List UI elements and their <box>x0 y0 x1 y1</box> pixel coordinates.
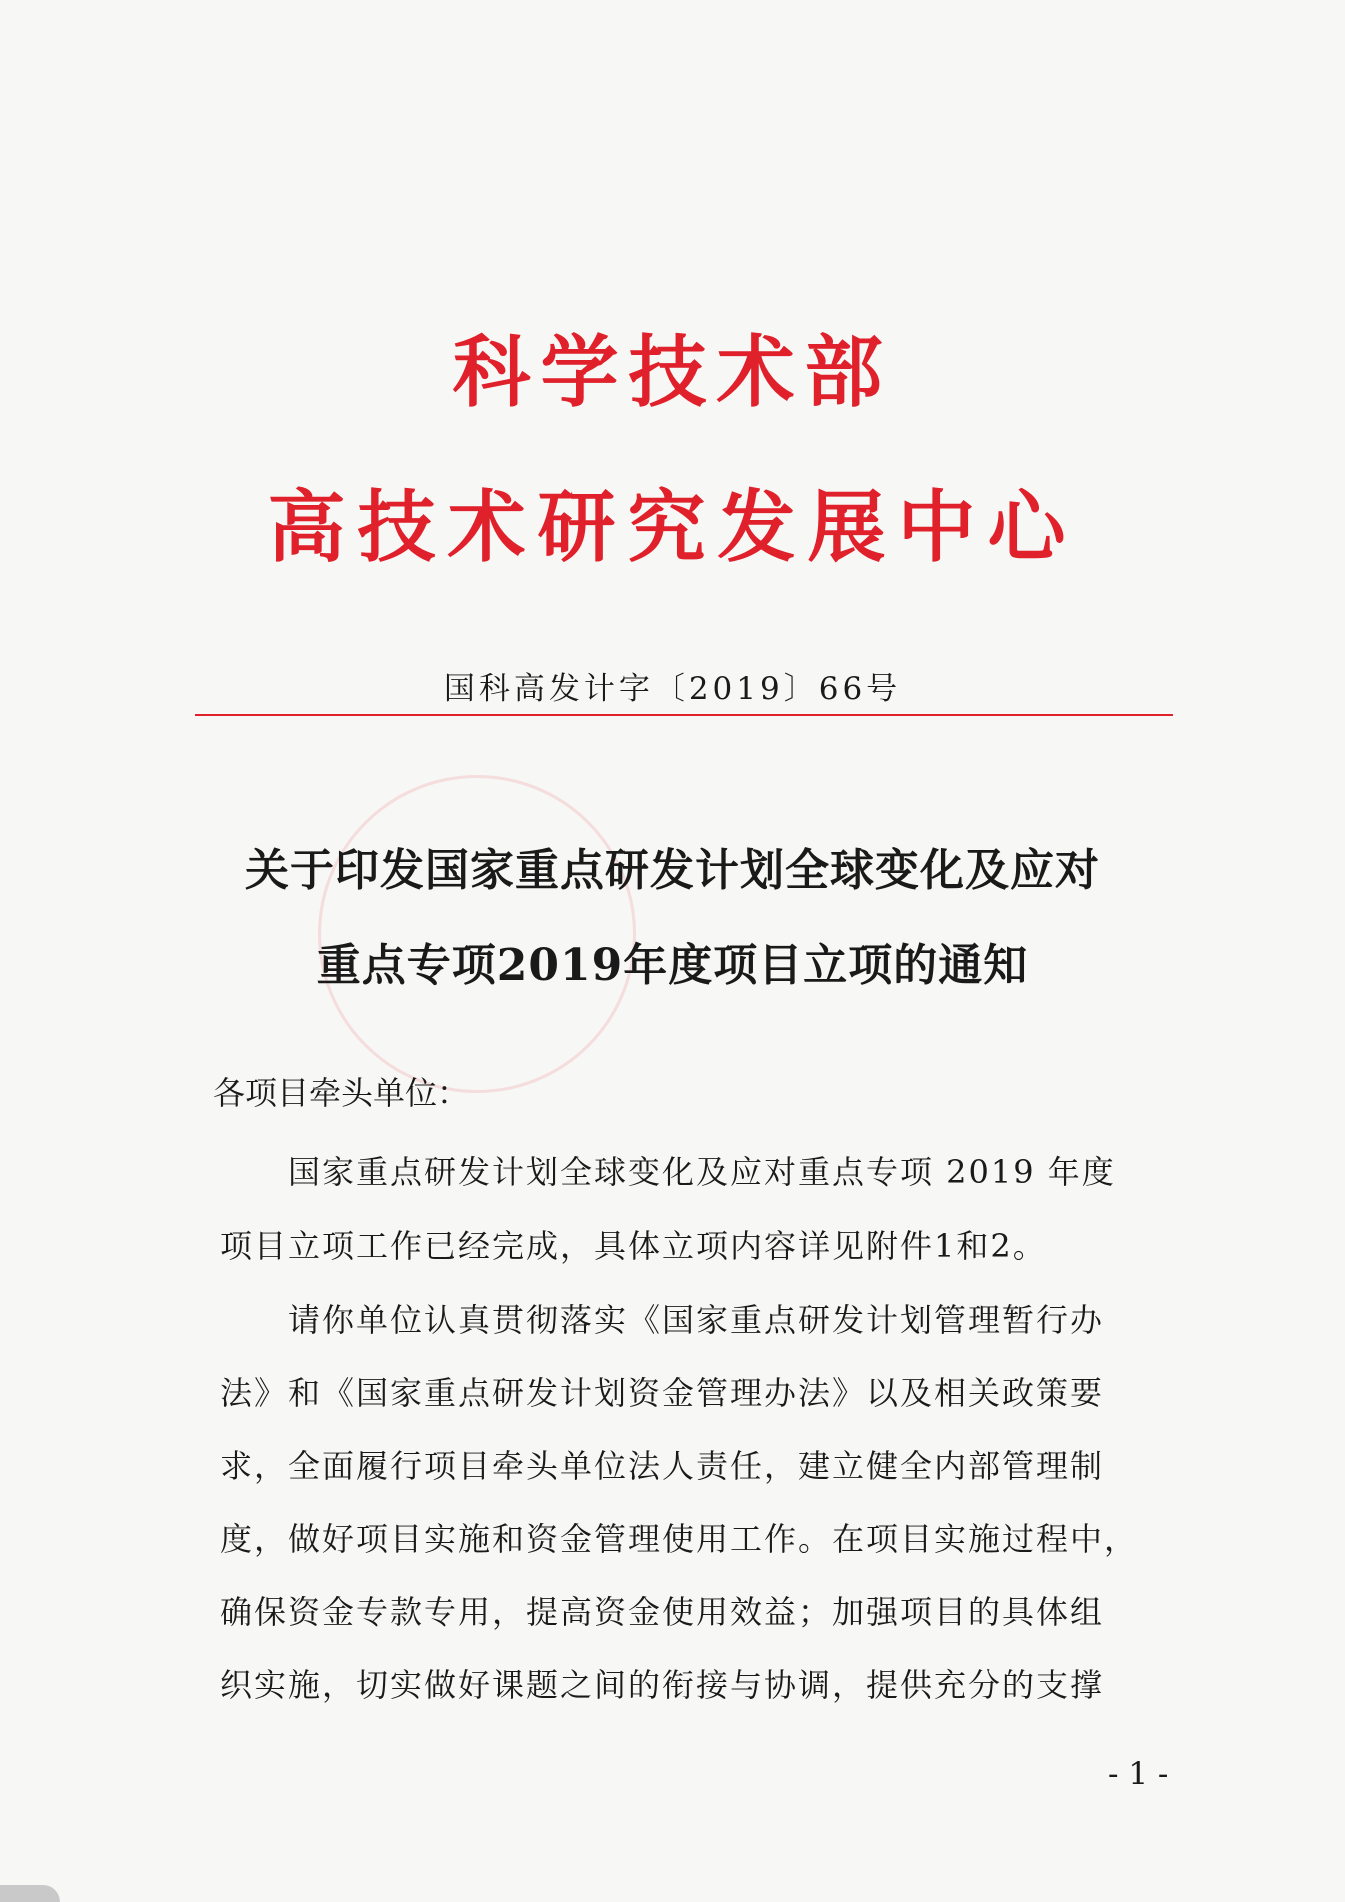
document-number: 国科高发计字〔2019〕66号 <box>443 671 902 707</box>
body-text-line: 项目立项工作已经完成，具体立项内容详见附件1和2。 <box>220 1227 1047 1265</box>
document-title-line-2: 重点专项2019年度项目立项的通知 <box>316 940 1029 991</box>
body-text-line: 国家重点研发计划全球变化及应对重点专项 2019 年度 <box>220 1153 1116 1191</box>
body-text-line: 求，全面履行项目牵头单位法人责任，建立健全内部管理制 <box>220 1447 1105 1485</box>
issuing-organization-line-2: 高技术研究发展中心 <box>267 482 1078 573</box>
issuing-organization-line-1: 科学技术部 <box>452 327 893 418</box>
scan-edge-artifact <box>0 1885 60 1902</box>
body-text-line: 确保资金专款专用，提高资金使用效益；加强项目的具体组 <box>220 1593 1105 1631</box>
body-text-line: 度，做好项目实施和资金管理使用工作。在项目实施过程中， <box>220 1520 1139 1558</box>
red-header-divider <box>195 714 1173 716</box>
body-text-line: 法》和《国家重点研发计划资金管理办法》以及相关政策要 <box>220 1374 1105 1412</box>
document-title-line-1: 关于印发国家重点研发计划全球变化及应对 <box>245 845 1100 896</box>
body-text-line: 织实施，切实做好课题之间的衔接与协调，提供充分的支撑 <box>220 1666 1105 1704</box>
recipient-salutation: 各项目牵头单位： <box>213 1074 470 1112</box>
page-number: - 1 - <box>1108 1756 1169 1792</box>
body-text-line: 请你单位认真贯彻落实《国家重点研发计划管理暂行办 <box>220 1301 1105 1339</box>
